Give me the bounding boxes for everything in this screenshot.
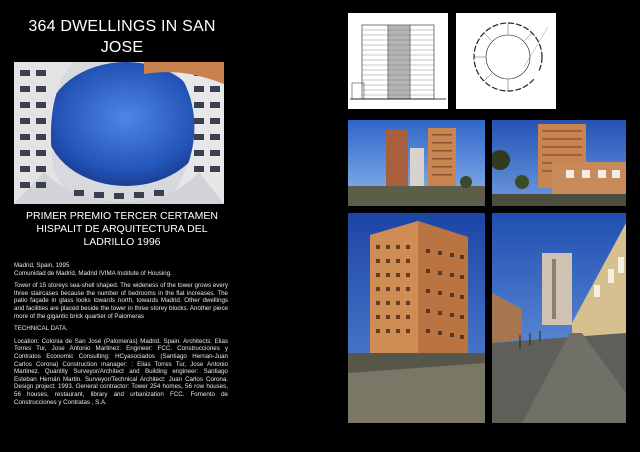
street-row-houses-photo <box>492 213 626 423</box>
courtyard-sky-photo <box>14 62 224 204</box>
towers-distance-photo <box>348 120 485 206</box>
tower-closeup-photo <box>348 213 485 423</box>
award-title: PRIMER PREMIO TERCER CERTAMEN HISPALIT DE ARQUITECTURA DEL LADRILLO 1996 <box>26 210 218 248</box>
location-year: Madrid, Spain, 1995 Comunidad de Madrid, Madrid IVIMA Institute of Housing. <box>14 262 172 277</box>
page-title: 364 DWELLINGS IN SAN JOSE <box>28 18 216 56</box>
client: Comunidad de Madrid, Madrid IVIMA Institute of Housing. <box>14 269 172 277</box>
tower-with-houses-photo <box>492 120 626 206</box>
elevation-drawing <box>348 13 448 109</box>
technical-data: Location: Colonia de San José (Palomeras) Madrid. Spain. Architects: Elias Torres Tur, Jose Antonio Martinez. Engineer: FCC. Construcciones y Contratos Economic Consulting: HCyasociados (Santiago Hernan-Juan Carlos Corona) Construction manager: : Elias Torres Tur, Jose Antonio Martinez. Quantity Surveyor/Architect and Building engineer: Santiago Esteban Hernán Martin. Surveyor/Technical Architect: Juan Carlos Corona. Design project: 1993. General contractor: Tower 254 homes, 56 row houses, 56 houses, restaurant, library and urbanization FCC. Fomento de Construcciones y Contratas , S.A. <box>14 337 228 406</box>
technical-heading: TECHNICAL DATA. <box>14 325 68 333</box>
floor-plan-drawing <box>456 13 556 109</box>
project-description <box>14 262 228 411</box>
description-text: Tower of 15 storeys sea-shell shaped. The wideness of the tower grows every three staircases because the number of bedrooms in the flat increases. The patio façade in glass looks towards north, towards Madrid. Other dwellings and facilities are placed beside the tower in three storey blocks. Another piece more of the gigantic brick quartier of Palomeras <box>14 282 228 320</box>
